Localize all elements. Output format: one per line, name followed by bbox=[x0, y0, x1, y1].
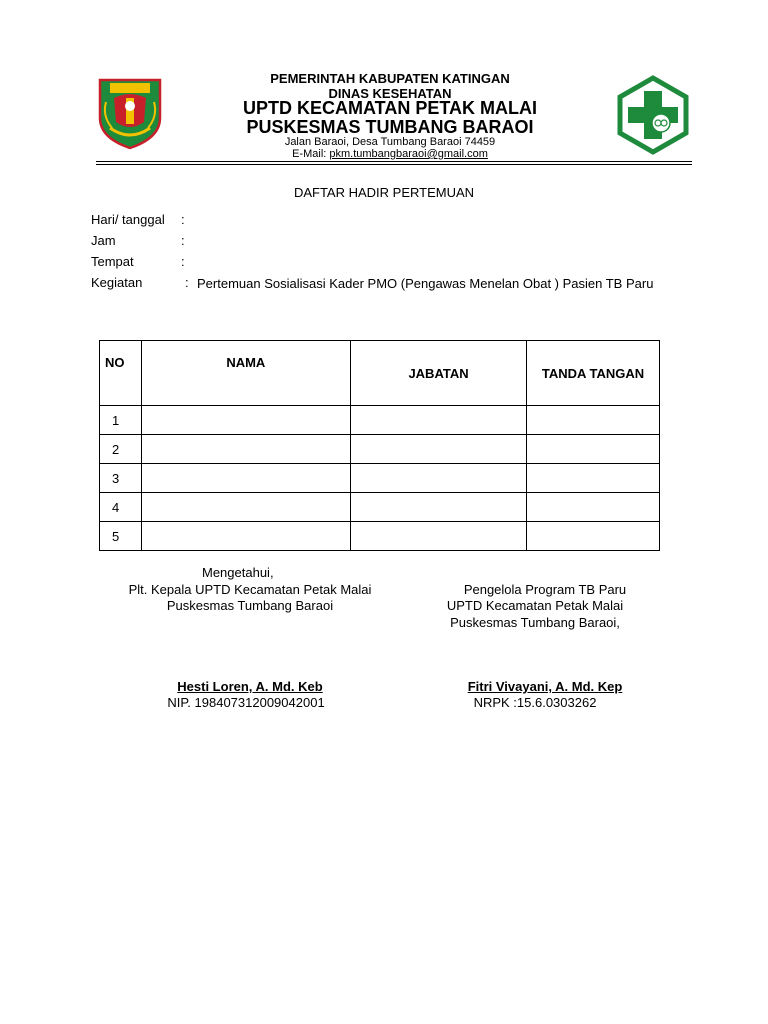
email-label: E-Mail: bbox=[292, 148, 330, 160]
row-number: 1 bbox=[100, 406, 142, 435]
column-header-signature: TANDA TANGAN bbox=[527, 341, 660, 406]
header-address: Jalan Baraoi, Desa Tumbang Baraoi 74459 bbox=[284, 136, 496, 148]
field-value-activity: Pertemuan Sosialisasi Kader PMO (Pengawas Menelan Obat ) Pasien TB Paru bbox=[197, 276, 654, 291]
name-cell[interactable] bbox=[141, 493, 351, 522]
table-row bbox=[100, 522, 660, 551]
header-department: DINAS KESEHATAN bbox=[328, 86, 452, 101]
position-cell[interactable] bbox=[351, 493, 527, 522]
header-divider-thin-2 bbox=[96, 164, 692, 165]
email-link[interactable]: pkm.tumbangbaraoi@gmail.com bbox=[329, 148, 488, 160]
signature-cell[interactable] bbox=[527, 406, 660, 435]
attendance-table bbox=[99, 340, 660, 551]
header-email-line bbox=[200, 148, 580, 160]
sig-left-name: Hesti Loren, A. Md. Keb bbox=[177, 679, 323, 694]
sig-left-role2: Puskesmas Tumbang Baraoi bbox=[166, 598, 334, 613]
field-colon-activity: : bbox=[185, 275, 189, 290]
table-row bbox=[100, 406, 660, 435]
table-row bbox=[100, 464, 660, 493]
position-cell[interactable] bbox=[351, 464, 527, 493]
name-cell[interactable] bbox=[141, 464, 351, 493]
sig-left-intro: Mengetahui, bbox=[202, 565, 274, 580]
table-row bbox=[100, 493, 660, 522]
sig-right-role1: Pengelola Program TB Paru bbox=[463, 582, 627, 597]
header-divider-thin bbox=[96, 161, 692, 162]
row-number: 4 bbox=[100, 493, 142, 522]
name-cell[interactable] bbox=[141, 435, 351, 464]
puskesmas-logo bbox=[616, 75, 690, 155]
field-colon-date: : bbox=[181, 212, 185, 227]
field-colon-place: : bbox=[181, 254, 185, 269]
sig-right-nrpk: NRPK :15.6.0303262 bbox=[473, 695, 597, 710]
sig-right-role2: UPTD Kecamatan Petak Malai bbox=[446, 598, 624, 613]
column-header-name: NAMA bbox=[141, 341, 351, 406]
field-colon-time: : bbox=[181, 233, 185, 248]
sig-left-role1: Plt. Kepala UPTD Kecamatan Petak Malai bbox=[128, 582, 372, 597]
field-label-time: Jam bbox=[91, 233, 116, 248]
table-row bbox=[100, 435, 660, 464]
row-number: 5 bbox=[100, 522, 142, 551]
signature-cell[interactable] bbox=[527, 464, 660, 493]
table-header-row bbox=[100, 341, 660, 406]
header-puskesmas: PUSKESMAS TUMBANG BARAOI bbox=[246, 117, 534, 137]
field-label-place: Tempat bbox=[91, 254, 134, 269]
row-number: 3 bbox=[100, 464, 142, 493]
position-cell[interactable] bbox=[351, 435, 527, 464]
field-label-activity: Kegiatan bbox=[91, 275, 143, 290]
signature-cell[interactable] bbox=[527, 435, 660, 464]
column-header-position: JABATAN bbox=[351, 341, 527, 406]
name-cell[interactable] bbox=[141, 522, 351, 551]
column-header-no: NO bbox=[100, 341, 142, 406]
name-cell[interactable] bbox=[141, 406, 351, 435]
field-label-date: Hari/ tanggal bbox=[91, 212, 165, 227]
header-uptd: UPTD KECAMATAN PETAK MALAI bbox=[243, 98, 537, 118]
position-cell[interactable] bbox=[351, 406, 527, 435]
sig-right-role3: Puskesmas Tumbang Baraoi, bbox=[450, 615, 620, 630]
row-number: 2 bbox=[100, 435, 142, 464]
signature-cell[interactable] bbox=[527, 522, 660, 551]
sig-right-name: Fitri Vivayani, A. Md. Kep bbox=[467, 679, 623, 694]
sig-left-nip: NIP. 198407312009042001 bbox=[167, 695, 325, 710]
header-government: PEMERINTAH KABUPATEN KATINGAN bbox=[270, 71, 510, 86]
katingan-emblem-logo bbox=[96, 72, 164, 150]
signature-cell[interactable] bbox=[527, 493, 660, 522]
position-cell[interactable] bbox=[351, 522, 527, 551]
document-title: DAFTAR HADIR PERTEMUAN bbox=[293, 185, 475, 200]
